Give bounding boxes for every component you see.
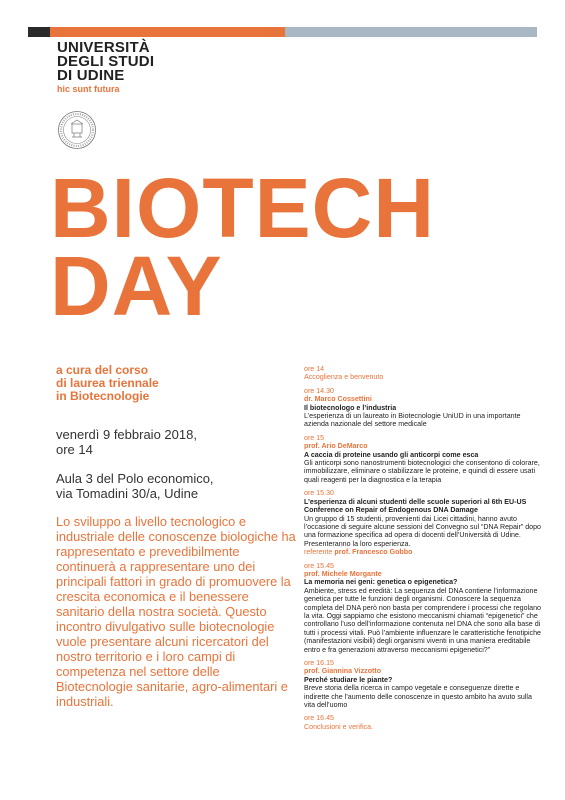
slot-speaker: prof. Giannina Vizzotto	[304, 667, 382, 676]
university-name-line1: UNIVERSITÀ	[57, 39, 150, 56]
slot-time: ore 14.30	[304, 386, 334, 395]
organizer-line3: in Biotecnologie	[56, 389, 150, 403]
slot-referent	[304, 548, 544, 556]
program-slot	[304, 365, 544, 382]
university-name-line2: DEGLI STUDI	[57, 53, 155, 70]
slot-description: Gli anticorpi sono nanostrumenti biotecnologici che consentono di colorare, immobilizzare, eliminare o stabilizzare le proteine, e quindi di essere usati quali reagenti per la diagnostica e la terapia	[304, 459, 540, 484]
slot-description: Ambiente, stress ed eredità: La sequenza del DNA contiene l’informazione genetica per tutte le funzioni degli organismi. Conoscere la sequenza completa del DNA però non basta per comprendere i processi che regolano la vita. Oggi sappiamo che esistono meccanismi chiamati “epigenetici” che controllano l’uso dell’informazione contenuta nel DNA che sono alla base di tutti i processi vitali. Può l’ambiente influenzare le caratteristiche fenotipiche (manifestazioni visibili) degli organismi viventi in una maniera ereditabile entro e fra generazioni attraverso meccanismi epigenetici?”	[304, 586, 541, 654]
university-name-line3: DI UDINE	[57, 67, 125, 84]
slot-time: ore 15.30	[304, 489, 334, 498]
university-motto: hic sunt futura	[57, 84, 120, 94]
organizer-line1: a cura del corso	[56, 363, 149, 377]
event-description: Lo sviluppo a livello tecnologico e industriale delle conoscenze biologiche ha rappresentato e prevedibilmente continuerà a rappresentare uno dei principali fattori in grado di promuovere la crescita economica e il benessere sanitario della nostra società. Questo incontro divulgativo sulle biotecnologie vuole presentare alcuni ricercatori del nostro territorio e i loro campi di competenza nel settore delle Biotecnologie sanitarie, agro-alimentari e industriali.	[56, 514, 296, 709]
slot-description: L’esperienza di un laureato in Biotecnologie UniUD in una importante azienda nazionale del settore medicale	[304, 412, 521, 429]
slot-time: ore 15	[304, 433, 325, 442]
slot-description: Accoglienza e benvenuto	[304, 373, 384, 382]
event-date-line1: venerdì 9 febbraio 2018,	[56, 427, 197, 442]
program-slot	[304, 714, 544, 731]
slot-title: A caccia di proteine usando gli anticorpi come esca	[304, 450, 479, 459]
event-location	[56, 471, 214, 501]
slot-time: ore 16.15	[304, 659, 334, 667]
program-slot	[304, 434, 544, 484]
slot-speaker: prof. Michele Morgante	[304, 569, 382, 578]
event-location-line2: via Tomadini 30/a, Udine	[56, 486, 199, 501]
slot-time: ore 16.45	[304, 714, 334, 723]
event-date	[56, 427, 197, 457]
event-date-line2: ore 14	[56, 442, 93, 457]
slot-title: La memoria nei geni: genetica o epigenetica?	[304, 578, 458, 587]
program-slot	[304, 659, 544, 709]
slot-description: Breve storia della ricerca in campo vegetale e conseguenze dirette e indirette che l’aumento delle conoscenze in questo ambito ha avuto sulla vita dell’uomo	[304, 684, 532, 710]
event-title-line1: BIOTECH	[50, 161, 435, 255]
slot-time: ore 14	[304, 365, 325, 373]
university-seal-icon	[57, 110, 97, 150]
slot-description: Conclusioni e verifica.	[304, 722, 373, 731]
program-slot	[304, 562, 544, 654]
organizer-line2: di laurea triennale	[56, 376, 159, 390]
slot-description: Un gruppo di 15 studenti, provenienti dai Licei cittadini, hanno avuto l’occasione di seguire alcune sessioni del Convegno sul “DNA Repair” dopo una formazione specifica ad opera di docenti dell’Università di Udine. Presenteranno la loro esperienza.	[304, 514, 541, 548]
university-logo	[57, 41, 154, 94]
slot-time: ore 15.45	[304, 561, 334, 570]
referent-label: referente	[304, 548, 333, 557]
slot-speaker: prof. Ario DeMarco	[304, 442, 368, 451]
slot-title: Il biotecnologo e l’industria	[304, 403, 397, 412]
top-bar-orange-segment	[50, 27, 285, 37]
slot-speaker: dr. Marco Cossettini	[304, 395, 372, 404]
top-bar-gray-segment	[285, 27, 537, 37]
program-schedule	[304, 365, 544, 736]
slot-title: Perché studiare le piante?	[304, 675, 393, 684]
referent-name: prof. Francesco Gobbo	[334, 548, 413, 557]
program-slot	[304, 387, 544, 429]
organizer-block	[56, 364, 159, 403]
event-title-line2: DAY	[50, 239, 223, 333]
program-slot	[304, 489, 544, 556]
slot-title: L’esperienza di alcuni studenti delle scuole superiori al 6th EU-US Conference on Repair of Endogenous DNA Damage	[304, 497, 527, 515]
top-bar-dark-segment	[28, 27, 50, 37]
event-location-line1: Aula 3 del Polo economico,	[56, 471, 214, 486]
